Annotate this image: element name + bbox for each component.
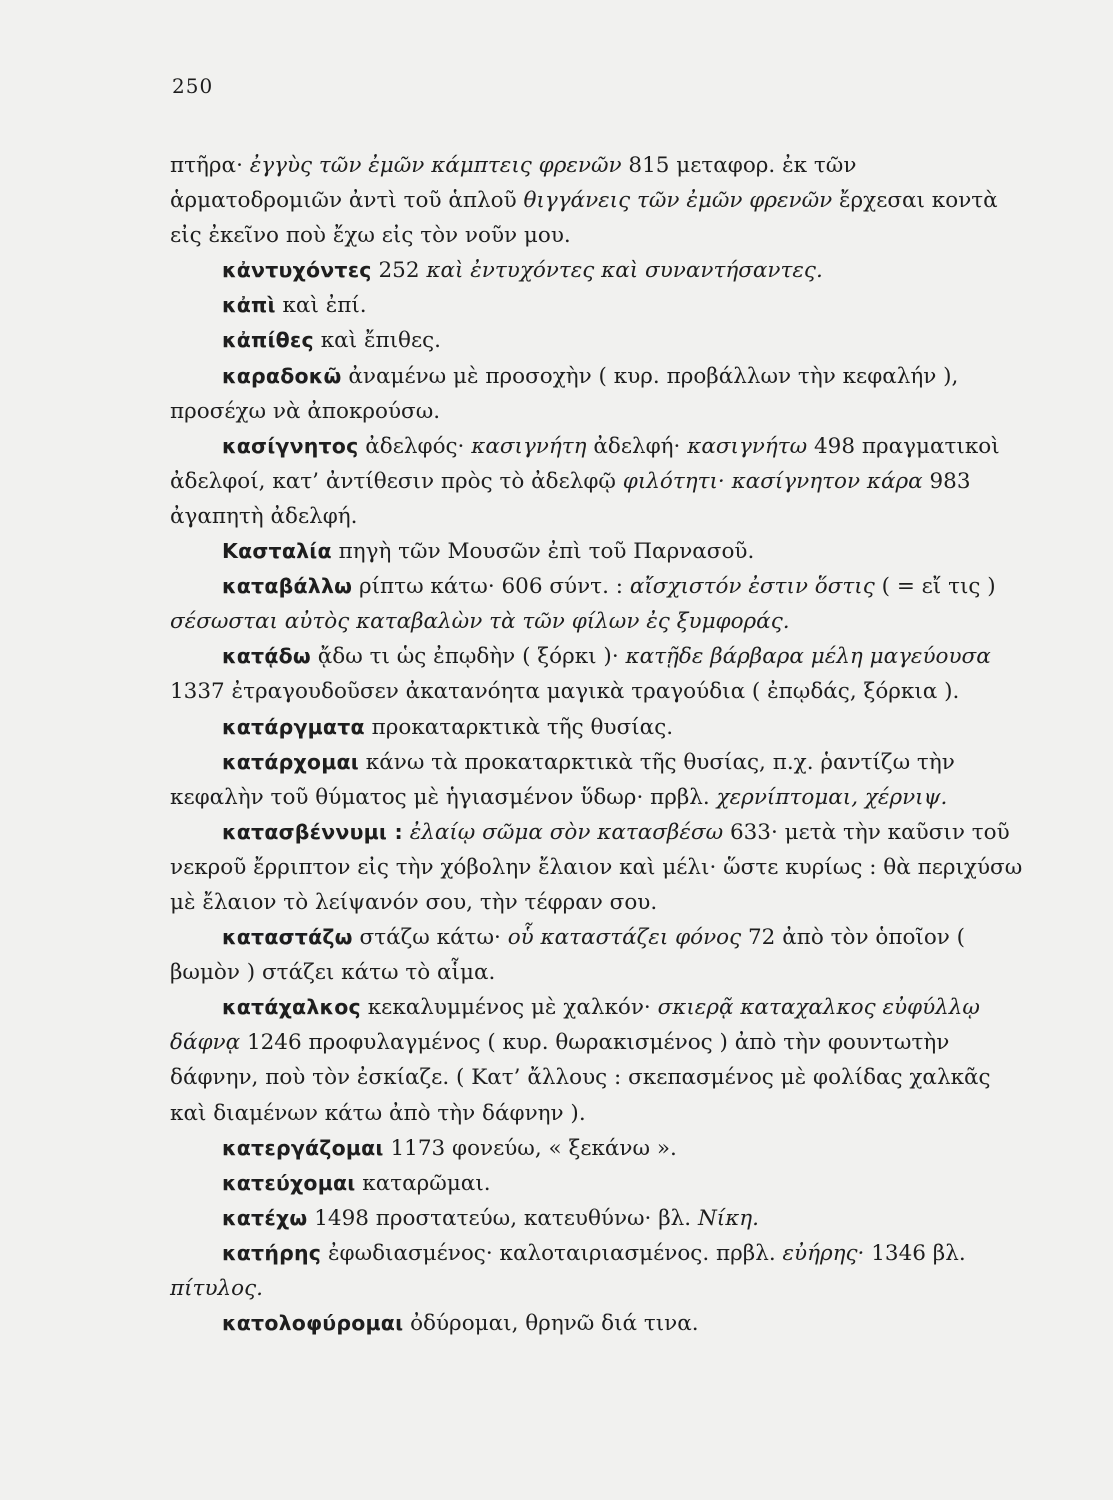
- quotation: οὗ καταστάζει φόνος: [507, 925, 742, 951]
- glossary-entry: [170, 1166, 1032, 1201]
- definition-text: ὀδύρομαι, θρηνῶ διά τινα.: [403, 1311, 699, 1337]
- definition-text: 1337 ἐτραγουδοῦσεν ἀκατανόητα μαγικὰ τραγούδια ( ἐπῳδάς, ξόρκια ).: [170, 679, 960, 705]
- quotation: εὐήρης·: [782, 1240, 865, 1266]
- headword: κατεργάζομαι: [222, 1135, 384, 1160]
- glossary-entry: [170, 1131, 1032, 1166]
- quotation: σκιερᾷ καταχαλκος εὐφύλλῳ δάφνᾳ: [170, 995, 980, 1056]
- glossary-entry: [170, 745, 1032, 815]
- glossary-entry: [170, 1201, 1032, 1236]
- definition-text: [403, 820, 410, 845]
- glossary-entry: [170, 1306, 1032, 1341]
- definition-text: πηγὴ τῶν Μουσῶν ἐπὶ τοῦ Παρνασοῦ.: [331, 539, 755, 565]
- quotation: αἴσχιστόν ἐστιν ὅστις: [629, 574, 875, 600]
- definition-text: στάζω κάτω·: [352, 925, 508, 951]
- glossary-entry: [170, 639, 1032, 709]
- definition-text: 815 μεταφορ. ἐκ τῶν ἁρματοδρομιῶν ἀντὶ τοῦ ἁπλοῦ: [170, 153, 857, 214]
- definition-text: ᾄδω τι ὡς ἐπῳδὴν ( ξόρκι )·: [310, 644, 626, 670]
- glossary-entry: [170, 534, 1032, 569]
- glossary-entry: [170, 253, 1032, 288]
- definition-text: ἀδελφή·: [586, 433, 688, 459]
- headword: κασίγνητος: [222, 433, 359, 458]
- glossary-text: [170, 148, 1032, 1341]
- definition-text: ἐφωδιασμένος· καλοταιριασμένος. πρβλ.: [321, 1240, 783, 1266]
- headword: καραδοκῶ: [222, 363, 342, 388]
- headword: κατήρης: [222, 1240, 322, 1265]
- definition-text: 72 ἀπὸ τὸν ὁποῖον ( βωμὸν ) στάζει κάτω τὸ αἷμα.: [170, 925, 966, 986]
- quotation: σέσωσται αὐτὸς καταβαλὼν τὰ τῶν φίλων ἐς ξυμφοράς.: [170, 609, 790, 635]
- quotation: κασιγνήτω: [687, 433, 808, 459]
- glossary-entry: [170, 359, 1032, 429]
- definition-text: πτῆρα·: [170, 153, 250, 178]
- headword: κἀπὶ: [222, 293, 276, 318]
- quotation: Νίκη.: [697, 1205, 760, 1231]
- quotation: ἐγγὺς τῶν ἐμῶν κάμπτεις φρενῶν: [249, 153, 622, 178]
- glossary-entry: [170, 1236, 1032, 1306]
- glossary-entry: [170, 429, 1032, 534]
- headword: κατολοφύρομαι: [222, 1311, 404, 1336]
- definition-text: 1346 βλ.: [864, 1240, 966, 1266]
- glossary-entry: [170, 710, 1032, 745]
- quotation: φιλότητι· κασίγνητον κάρα: [622, 468, 923, 494]
- glossary-entry: [170, 920, 1032, 990]
- definition-text: κάνω τὰ προκαταρκτικὰ τῆς θυσίας, π.χ. ῥαντίζω τὴν κεφαλὴν τοῦ θύματος μὲ ἡγιασμένον ὕδωρ· πρβλ.: [170, 749, 955, 810]
- definition-text: ( = εἴ τις ): [874, 574, 996, 600]
- quotation: χερνίπτομαι, χέρνιψ.: [716, 784, 948, 810]
- glossary-entry: [170, 569, 1032, 639]
- definition-text: 252: [371, 258, 427, 284]
- definition-text: προκαταρκτικὰ τῆς θυσίας.: [364, 714, 674, 740]
- page-number: 250: [172, 74, 214, 98]
- glossary-entry: [170, 148, 1032, 253]
- definition-text: καταρῶμαι.: [355, 1170, 491, 1196]
- definition-text: 1173 φονεύω, « ξεκάνω ».: [383, 1135, 677, 1161]
- headword: κατεύχομαι: [222, 1170, 356, 1195]
- definition-text: 1498 προστατεύω, κατευθύνω· βλ.: [307, 1205, 698, 1231]
- quotation: ἐλαίῳ σῶμα σὸν κατασβέσω: [409, 819, 724, 845]
- headword: καταβάλλω: [222, 574, 353, 599]
- headword: Κασταλία: [222, 539, 332, 564]
- quotation: καὶ ἐντυχόντες καὶ συναντήσαντες.: [426, 258, 823, 284]
- headword: κατασβέννυμι :: [222, 819, 403, 844]
- definition-text: 498 πραγματικοὶ ἀδελφοί, κατ’ ἀντίθεσιν πρὸς τὸ ἀδελφῷ: [170, 433, 1000, 494]
- definition-text: ἀναμένω μὲ προσοχὴν ( κυρ. προβάλλων τὴν κεφαλήν ), προσέχω νὰ ἀποκρούσω.: [170, 363, 959, 424]
- glossary-entry: [170, 990, 1032, 1130]
- definition-text: 1246 προφυλαγμένος ( κυρ. θωρακισμένος ) ἀπὸ τὴν φουντωτὴν δάφνην, ποὺ τὸν ἐσκίαζε. ( Κατ’ ἄλλους : σκεπασμένος μὲ φολίδας χαλκᾶς καὶ διαμένων κάτω ἀπὸ τὴν δάφνην ).: [170, 1030, 991, 1126]
- definition-text: καὶ ἔπιθες.: [313, 328, 442, 354]
- quotation: θιγγάνεις τῶν ἐμῶν φρενῶν: [523, 188, 833, 214]
- glossary-entry: [170, 323, 1032, 358]
- glossary-entry: [170, 288, 1032, 323]
- definition-text: ρίπτω κάτω· 606 σύντ. :: [352, 574, 630, 600]
- definition-text: 983 ἀγαπητὴ ἀδελφή.: [170, 468, 971, 529]
- definition-text: ἀδελφός·: [358, 433, 472, 459]
- headword: κατάργματα: [222, 714, 365, 739]
- headword: κατέχω: [222, 1205, 308, 1230]
- definition-text: ἔρχεσαι κοντὰ εἰς ἐκεῖνο ποὺ ἔχω εἰς τὸν νοῦν μου.: [170, 188, 998, 249]
- definition-text: καὶ ἐπί.: [275, 293, 367, 319]
- quotation: κασιγνήτη: [471, 433, 587, 459]
- quotation: κατῇδε βάρβαρα μέλη μαγεύουσα: [625, 644, 991, 670]
- headword: κατάρχομαι: [222, 749, 359, 774]
- glossary-entry: [170, 815, 1032, 920]
- headword: κἀντυχόντες: [222, 258, 372, 283]
- headword: καταστάζω: [222, 925, 353, 950]
- headword: κατάχαλκος: [222, 995, 361, 1020]
- definition-text: κεκαλυμμένος μὲ χαλκόν·: [360, 995, 658, 1021]
- definition-text: 633· μετὰ τὴν καῦσιν τοῦ νεκροῦ ἔρριπτον εἰς τὴν χόβολην ἔλαιον καὶ μέλι· ὥστε κυρίως : θὰ περιχύσω μὲ ἔλαιον τὸ λείψανόν σου, τὴν τέφραν σου.: [170, 819, 1023, 915]
- headword: κἀπίθες: [222, 328, 314, 353]
- headword: κατᾴδω: [222, 644, 311, 669]
- quotation: πίτυλος.: [170, 1276, 263, 1301]
